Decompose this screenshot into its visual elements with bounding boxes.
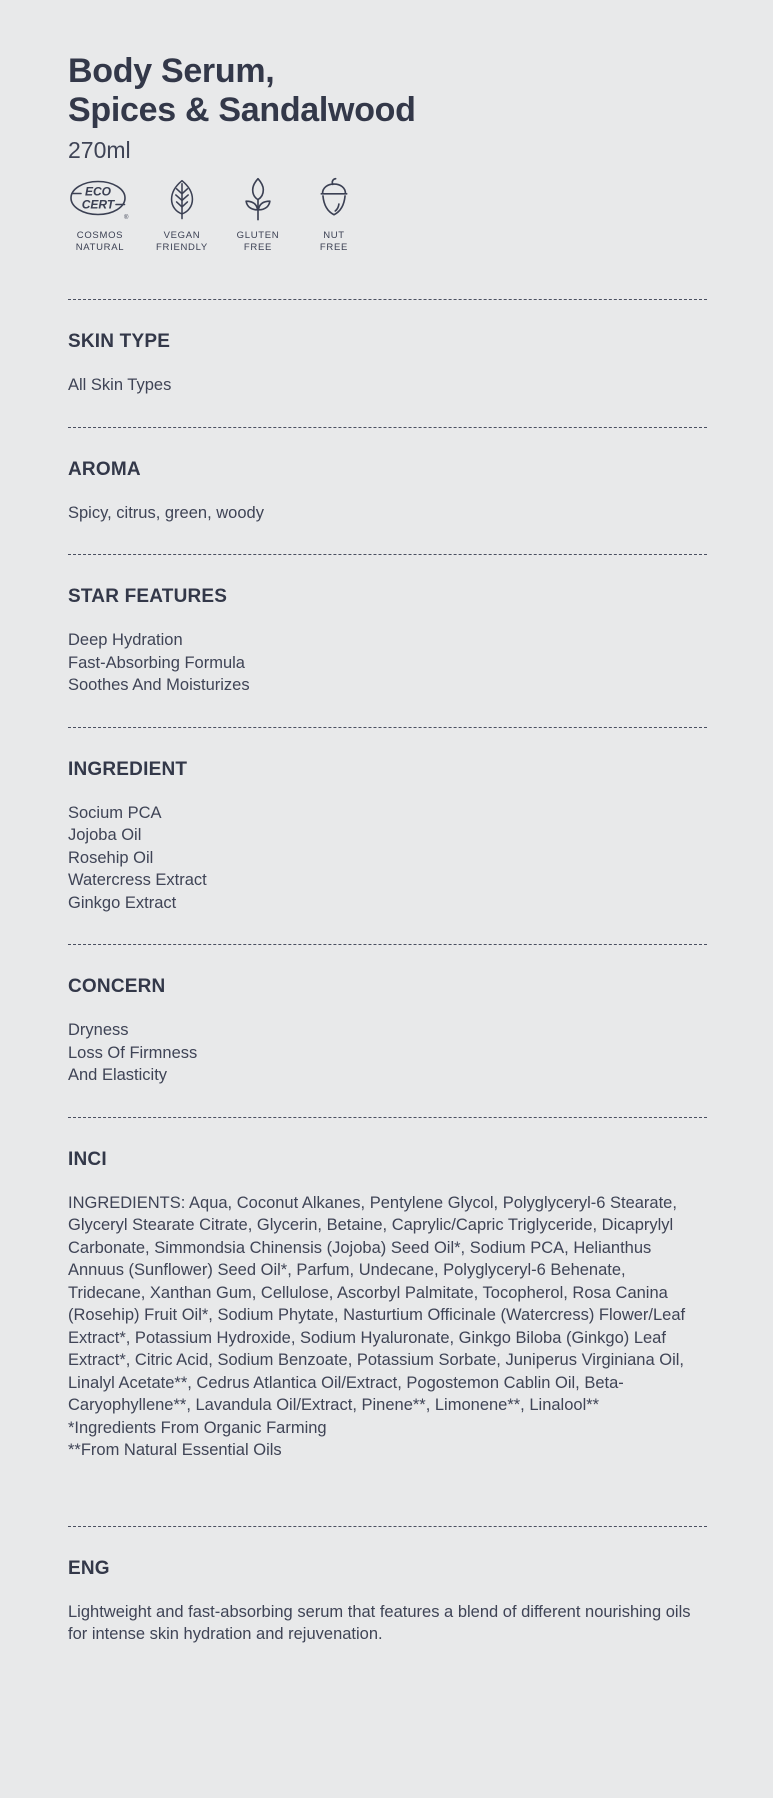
ingredient-item: Jojoba Oil <box>68 826 142 844</box>
ingredient-item: Watercress Extract <box>68 871 207 889</box>
badge-gluten-free <box>232 178 284 253</box>
product-title-line2: Spices & Sandalwood <box>68 91 416 129</box>
section-divider <box>68 727 707 728</box>
badge-nut-free <box>308 178 360 253</box>
product-title <box>68 52 707 130</box>
ingredient-item: Rosehip Oil <box>68 848 154 867</box>
gluten-free-sprout-icon <box>240 178 276 222</box>
section-divider <box>68 1117 707 1118</box>
inci-ingredients-paragraph: INGREDIENTS: Aqua, Coconut Alkanes, Pentylene Glycol, Polyglyceryl-6 Stearate, Glyceryl Stearate Citrate, Glycerin, Betaine, Caprylic/Capric Triglyceride, Dicaprylyl Carbonate, Simmondsia Chinensis (Jojoba) Seed Oil*, Sodium PCA, Helianthus Annuus (Sunflower) Seed Oil*, Parfum, Undecane, Polyglyceryl-6 Behenate, Tridecane, Xanthan Gum, Cellulose, Ascorbyl Palmitate, Tocopherol, Rosa Canina (Rosehip) Fruit Oil*, Sodium Phytate, Nasturtium Officinale (Watercress) Flower/Leaf Extract*, Potassium Hydroxide, Sodium Hyaluronate, Ginkgo Biloba (Ginkgo) Leaf Extract*, Citric Acid, Sodium Benzoate, Potassium Sorbate, Juniperus Virginiana Oil, Linalyl Acetate**, Cedrus Atlantica Oil/Extract, Pogostemon Cablin Oil, Beta-Caryophyllene**, Lavandula Oil/Extract, Pinene**, Limonene**, Linalool** <box>68 1193 686 1414</box>
section-divider <box>68 427 707 428</box>
star-feature-item: Deep Hydration <box>68 631 183 649</box>
product-volume: 270ml <box>68 137 131 163</box>
eng-description-paragraph: Lightweight and fast-absorbing serum that features a blend of different nourishing oils for intense skin hydration and rejuvenation. <box>68 1602 691 1643</box>
skin-type-heading: SKIN TYPE <box>68 331 171 352</box>
inci-note-organic: *Ingredients From Organic Farming <box>68 1418 327 1437</box>
section-divider <box>68 1526 707 1527</box>
star-feature-item: Fast-Absorbing Formula <box>68 653 245 672</box>
section-eng <box>68 1557 707 1646</box>
section-divider <box>68 554 707 555</box>
ecocert-logo-text-eco: ECO <box>84 184 112 199</box>
section-ingredient <box>68 758 707 915</box>
ecocert-logo-text-cert: CERT <box>81 197 115 212</box>
section-inci <box>68 1148 707 1462</box>
ingredient-item: Socium PCA <box>68 803 162 822</box>
vegan-leaf-icon <box>165 178 199 222</box>
badge-label-natural: NATURAL <box>75 241 125 253</box>
section-star-features <box>68 585 707 697</box>
badge-label-vegan: VEGAN <box>163 230 201 241</box>
ingredient-heading: INGREDIENT <box>68 758 188 780</box>
concern-heading: CONCERN <box>68 976 166 997</box>
concern-item: And Elasticity <box>68 1066 168 1084</box>
nut-free-acorn-icon <box>316 178 352 222</box>
badge-label-nut: NUT <box>323 230 345 241</box>
section-divider <box>68 299 707 300</box>
badge-label-cosmos: COSMOS <box>76 230 124 241</box>
registered-mark: ® <box>124 215 129 221</box>
badge-label-gluten-free: FREE <box>243 241 273 253</box>
concern-item: Loss Of Firmness <box>68 1043 198 1062</box>
eng-heading: ENG <box>68 1557 110 1579</box>
certification-badges <box>68 178 707 253</box>
skin-type-value: All Skin Types <box>68 376 172 394</box>
section-aroma <box>68 458 707 525</box>
ecocert-cosmos-logo-icon <box>68 178 132 222</box>
badge-label-nut-free: FREE <box>319 241 349 253</box>
badge-cosmos-natural <box>68 178 132 253</box>
aroma-heading: AROMA <box>68 458 141 480</box>
star-feature-item: Soothes And Moisturizes <box>68 676 250 694</box>
badge-label-gluten: GLUTEN <box>236 230 280 241</box>
inci-note-essential-oils: **From Natural Essential Oils <box>68 1441 282 1459</box>
badge-label-friendly: FRIENDLY <box>156 241 208 253</box>
badge-vegan-friendly <box>156 178 208 253</box>
ingredient-item: Ginkgo Extract <box>68 893 177 912</box>
star-features-heading: STAR FEATURES <box>68 586 228 607</box>
concern-item: Dryness <box>68 1021 129 1039</box>
section-skin-type <box>68 330 707 397</box>
section-concern <box>68 975 707 1087</box>
section-divider <box>68 944 707 945</box>
aroma-value: Spicy, citrus, green, woody <box>68 503 264 522</box>
product-title-line1: Body Serum, <box>68 52 275 90</box>
inci-heading: INCI <box>68 1148 107 1170</box>
